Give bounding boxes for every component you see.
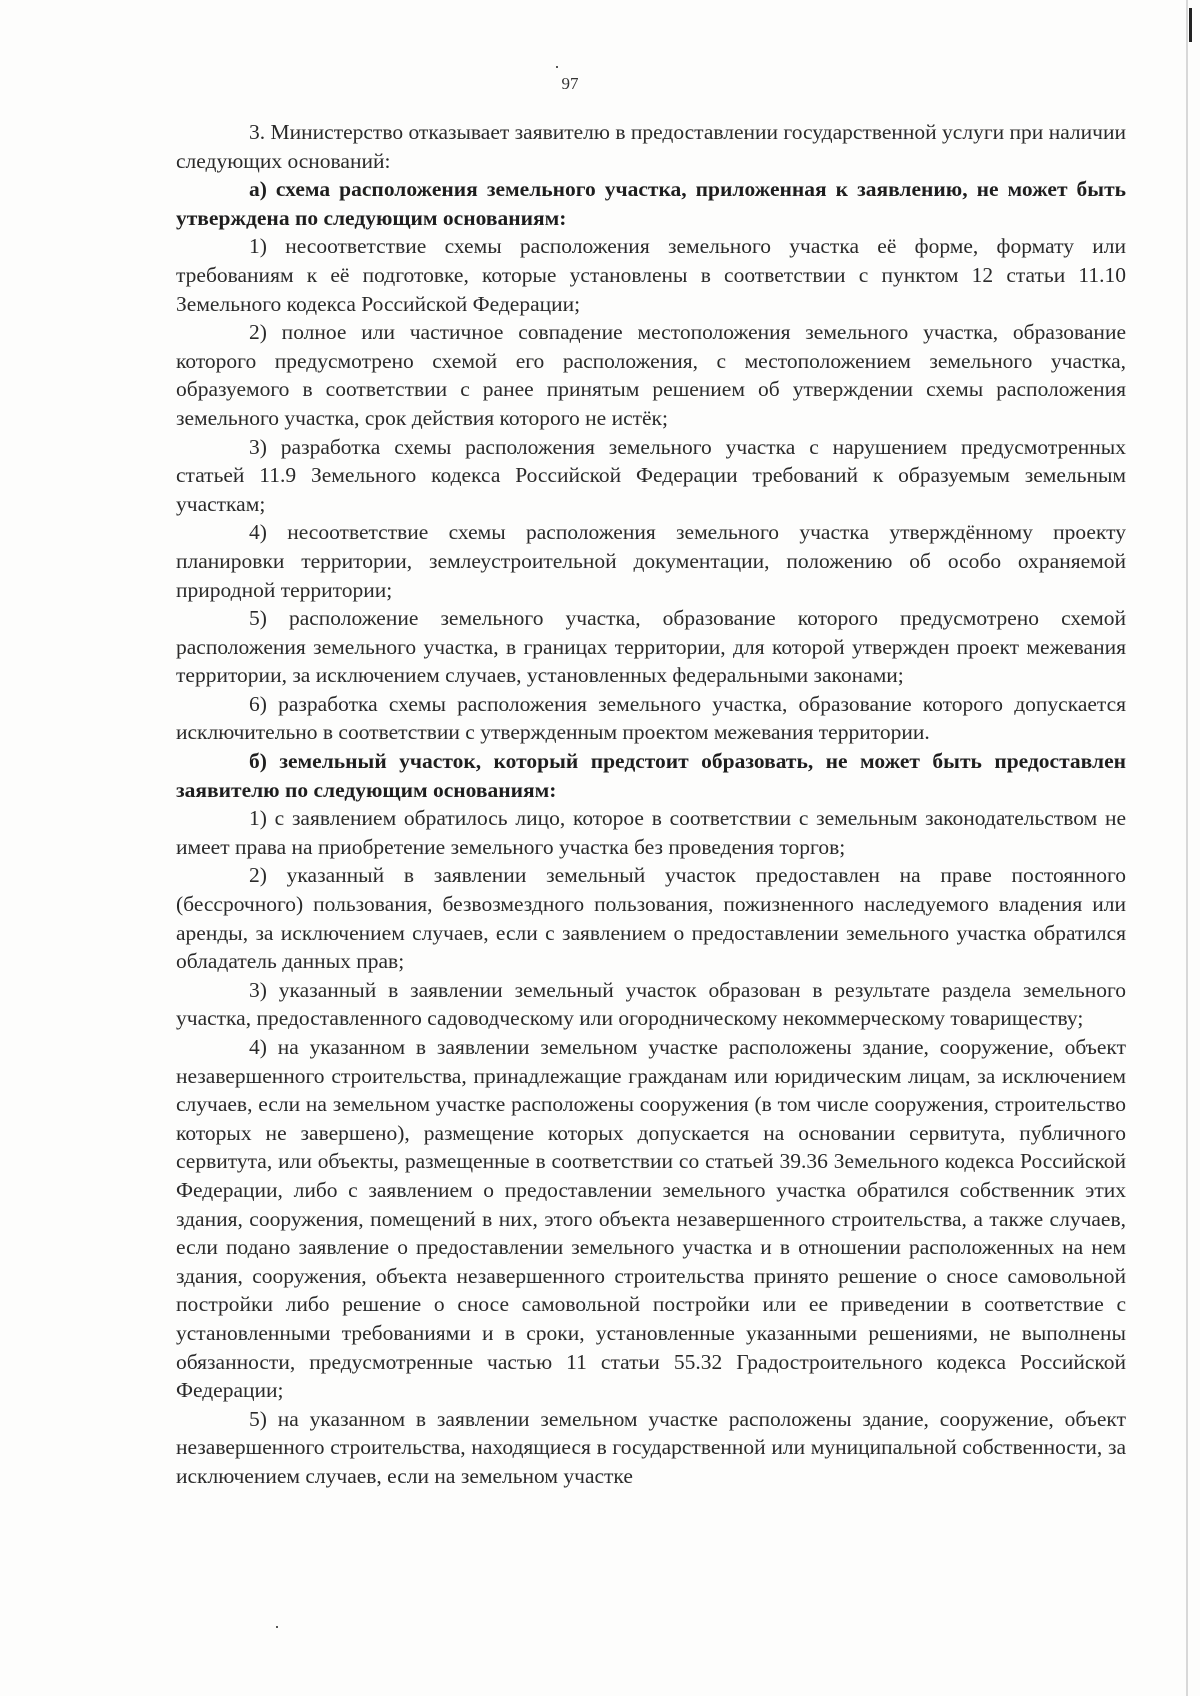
paragraph-heading-b: б) земельный участок, который предстоит образовать, не может быть предоставлен заявителю по следующим основаниям: <box>176 749 1126 802</box>
paragraph-b-3: 3) указанный в заявлении земельный участок образован в результате раздела земельного участка, предоставленного садоводческому или огородническому некоммерческому товариществу; <box>176 977 1126 1031</box>
paragraph-b-1: 1) с заявлением обратилось лицо, которое в соответствии с земельным законодательством не имеет права на приобретение земельного участка без проведения торгов; <box>176 806 1126 859</box>
document-body <box>176 118 1126 1491</box>
page-edge-line <box>1186 0 1188 1696</box>
scan-speck <box>276 1626 278 1628</box>
scan-speck <box>556 66 558 68</box>
paragraph-b-5: 5) на указанном в заявлении земельном участке расположены здание, сооружение, объект незавершенного строительства, находящиеся в государственной или муниципальной собственности, за исключением случаев, если на земельном участке <box>176 1406 1126 1488</box>
page-edge-mark <box>1189 8 1192 42</box>
paragraph-heading-a: а) схема расположения земельного участка, приложенная к заявлению, не может быть утверждена по следующим основаниям: <box>176 177 1126 230</box>
paragraph-a-5: 5) расположение земельного участка, образование которого предусмотрено схемой расположения земельного участка, в границах территории, для которой утвержден проект межевания территории, за исключением случаев, установленных федеральными законами; <box>176 606 1126 688</box>
paragraph-a-3: 3) разработка схемы расположения земельного участка с нарушением предусмотренных статьей 11.9 Земельного кодекса Российской Федерации требований к образуемым земельным участкам; <box>176 434 1126 516</box>
paragraph-b-2: 2) указанный в заявлении земельный участок предоставлен на праве постоянного (бессрочного) пользования, безвозмездного пользования, пожизненного наследуемого владения или аренды, за исключением случаев, если с заявлением о предоставлении земельного участка обратился обладатель данных прав; <box>176 863 1126 974</box>
paragraph-b-4: 4) на указанном в заявлении земельном участке расположены здание, сооружение, объект незавершенного строительства, принадлежащие гражданам или юридическим лицам, за исключением случаев, если на земельном участке расположены сооружения (в том числе сооружения, строительство которых не завершено), размещение которых допускается на основании сервитута, публичного сервитута, или объекты, размещенные в соответствии со статьей 39.36 Земельного кодекса Российской Федерации, либо с заявлением о предоставлении земельного участка обратился собственник этих здания, сооружения, помещений в них, этого объекта незавершенного строительства, а также случаев, если подано заявление о предоставлении земельного участка и в отношении расположенных на нем здания, сооружения, объекта незавершенного строительства принято решение о сносе самовольной постройки либо решение о сносе самовольной постройки или ее приведении в соответствие с установленными требованиями и в сроки, установленные указанными решениями, не выполнены обязанности, предусмотренные частью 11 статьи 55.32 Градостроительного кодекса Российской Федерации; <box>176 1035 1126 1403</box>
paragraph-a-4: 4) несоответствие схемы расположения земельного участка утверждённому проекту планировки территории, землеустроительной документации, положению об особо охраняемой природной территории; <box>176 520 1126 602</box>
page-number: 97 <box>561 74 579 93</box>
paragraph-a-2: 2) полное или частичное совпадение местоположения земельного участка, образование которого предусмотрено схемой его расположения, с местоположением земельного участка, образуемого в соответствии с ранее принятым решением об утверждении схемы расположения земельного участка, срок действия которого не истёк; <box>176 320 1126 430</box>
paragraph-a-1: 1) несоответствие схемы расположения земельного участка её форме, формату или требованиям к её подготовке, которые установлены в соответствии с пунктом 12 статьи 11.10 Земельного кодекса Российской Федерации; <box>176 234 1126 316</box>
paragraph-a-6: 6) разработка схемы расположения земельного участка, образование которого допускается исключительно в соответствии с утвержденным проектом межевания территории. <box>176 691 1126 745</box>
paragraph-refusal-intro: 3. Министерство отказывает заявителю в предоставлении государственной услуги при наличии следующих оснований: <box>176 120 1126 173</box>
